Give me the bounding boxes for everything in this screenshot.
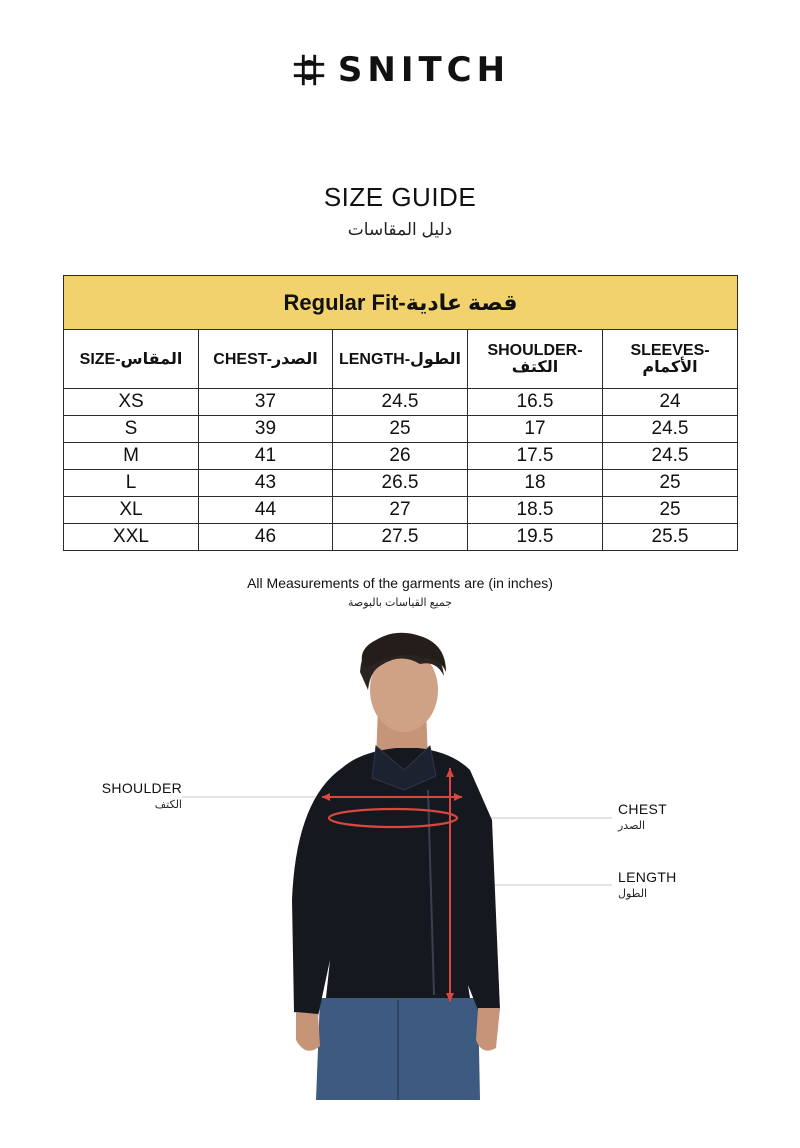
measurement-cell: 25 [333,416,468,443]
measurement-cell: 17.5 [468,443,603,470]
measurement-cell: 27 [333,497,468,524]
column-header [64,330,199,389]
measurement-cell: 18 [468,470,603,497]
measurement-cell: 25 [603,470,738,497]
table-row [64,497,738,524]
length-callout [618,869,677,900]
chest-label: CHEST [618,801,667,817]
column-header-arabic: الأكمام [642,359,698,376]
measurement-cell: 39 [199,416,333,443]
measurement-cell: 27.5 [333,524,468,551]
jacket [292,748,500,1016]
measurement-cell: 44 [199,497,333,524]
column-header-english: SIZE- [79,350,121,368]
measurement-cell: 46 [199,524,333,551]
measurement-cell: 24 [603,389,738,416]
size-cell: XS [64,389,199,416]
table-row [64,524,738,551]
measurement-cell: 19.5 [468,524,603,551]
size-chart-table [63,275,738,551]
column-header-arabic: الصدر [271,350,318,368]
size-cell: S [64,416,199,443]
table-row [64,443,738,470]
table-row [64,470,738,497]
fit-type-header: Regular Fit-قصة عادية [64,276,738,330]
chest-label-arabic: الصدر [618,820,646,832]
measurement-cell: 16.5 [468,389,603,416]
measurement-cell: 26.5 [333,470,468,497]
shoulder-label-arabic: الكتف [154,799,182,811]
measurement-cell: 37 [199,389,333,416]
column-header-english: SHOULDER- [487,342,583,359]
size-cell: L [64,470,199,497]
column-header [468,330,603,389]
size-cell: XL [64,497,199,524]
shoulder-callout [96,780,182,811]
column-header-english: LENGTH- [338,350,411,368]
measurement-cell: 41 [199,443,333,470]
measurement-cell: 24.5 [333,389,468,416]
measurement-cell: 25 [603,497,738,524]
column-header [603,330,738,389]
page-title: SIZE GUIDE [323,182,477,212]
right-hand [476,1008,500,1051]
measurement-note: All Measurements of the garments are (in inches) [247,575,553,591]
brand-logo [0,50,800,90]
measurement-cell: 43 [199,470,333,497]
column-header-english: SLEEVES- [630,342,710,359]
column-header-arabic: المقاس [120,350,183,368]
column-header-arabic: الكتف [511,359,559,376]
measurement-cell: 18.5 [468,497,603,524]
left-hand [296,1012,320,1051]
page-subtitle-arabic: دليل المقاسات [347,220,453,239]
measurement-note-arabic: جميع القياسات بالبوصة [347,597,453,609]
measurement-cell: 26 [333,443,468,470]
column-header-english: CHEST- [213,350,272,368]
column-header-arabic: الطول [410,350,462,368]
measurement-cell: 24.5 [603,416,738,443]
table-row [64,416,738,443]
snitch-logo-icon [290,51,328,89]
table-row [64,389,738,416]
length-label-arabic: الطول [618,888,648,900]
length-label: LENGTH [618,869,677,885]
shoulder-label: SHOULDER [101,780,182,796]
measurement-cell: 24.5 [603,443,738,470]
column-header [333,330,468,389]
model-illustration [0,620,800,1148]
size-cell: M [64,443,199,470]
brand-name: SNITCH [337,50,511,90]
size-cell: XXL [64,524,199,551]
column-header [199,330,333,389]
measurement-cell: 25.5 [603,524,738,551]
measurement-cell: 17 [468,416,603,443]
chest-callout [618,801,667,832]
